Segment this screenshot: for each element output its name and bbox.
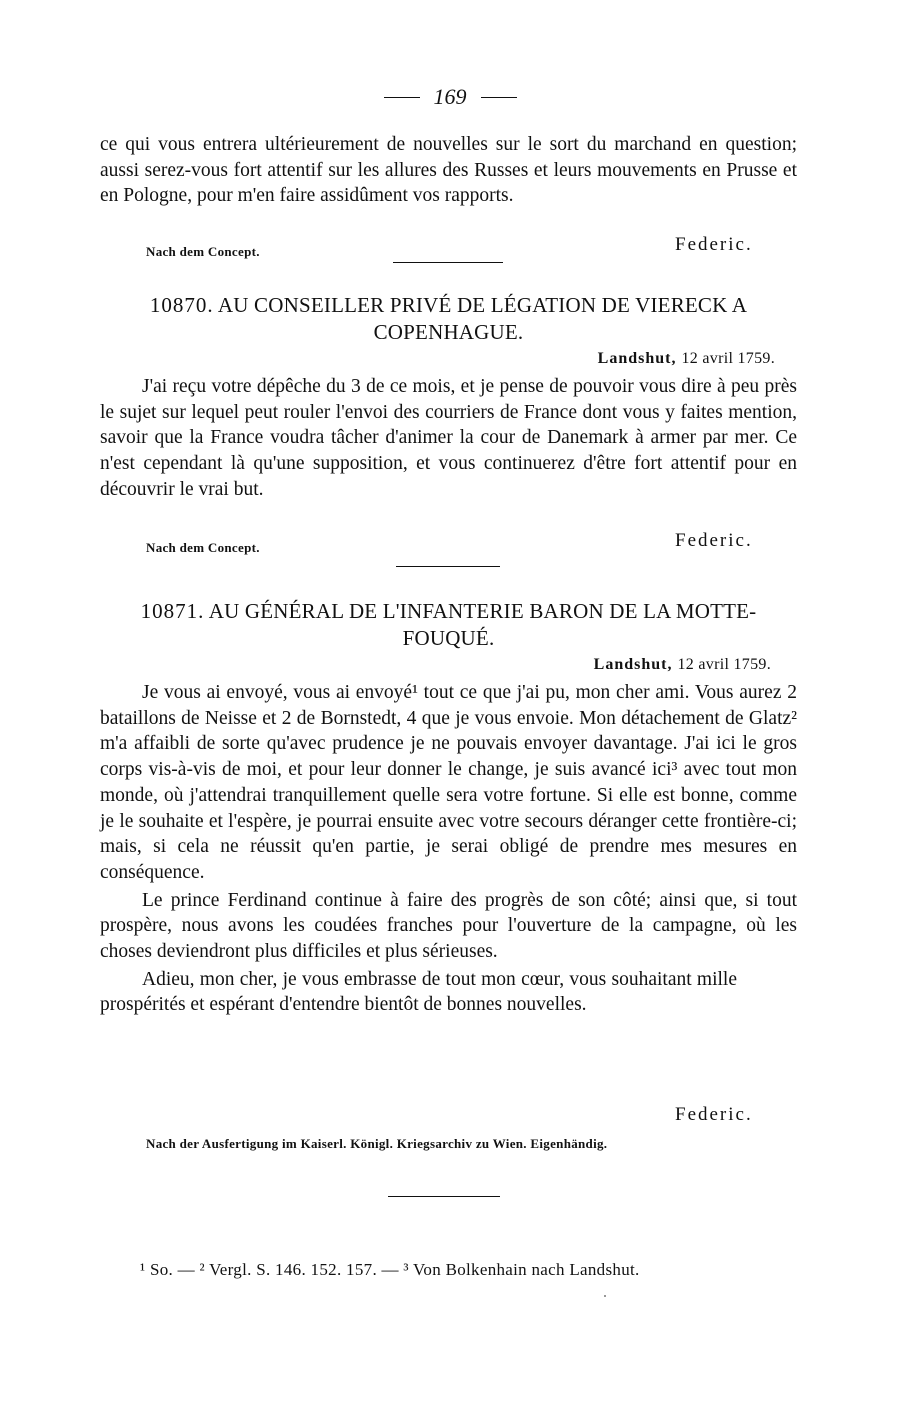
- letter-10870-source: Nach dem Concept.: [146, 540, 260, 555]
- continuation-source: Nach dem Concept.: [146, 244, 260, 259]
- letter-title: AU CONSEILLER PRIVÉ DE LÉGATION DE VIERECK A COPENHAGUE.: [217, 293, 748, 344]
- letter-title: AU GÉNÉRAL DE L'INFANTERIE BARON DE LA MOTTE-FOUQUÉ.: [208, 599, 757, 650]
- letter-date: 12 avril 1759.: [677, 656, 771, 673]
- letter-place: Landshut,: [593, 656, 673, 673]
- separator-rule: [388, 1196, 500, 1197]
- separator-rule: [393, 262, 503, 263]
- letter-number: 10870.: [149, 293, 214, 317]
- letter-place-date: [100, 656, 797, 674]
- letter-10871-signature: Federic.: [675, 1104, 753, 1125]
- page-header: [0, 84, 900, 110]
- continuation-text: ce qui vous entrera ultérieurement de nouvelles sur le sort du marchand en question; aussi serez-vous fort attentif sur les allures des Russes et leurs mouvements en Prusse et en Pologne, pour m'en faire assidûment vos rapports.: [100, 134, 797, 207]
- letter-10870-signature: Federic.: [675, 530, 753, 551]
- letter-10871: [100, 598, 797, 1018]
- letter-place-date: [100, 350, 797, 368]
- continuation-section: [100, 132, 797, 209]
- letter-10870: [100, 292, 797, 503]
- header-dash-left: [384, 97, 420, 98]
- letter-10871-source: Nach der Ausfertigung im Kaiserl. Königl. Kriegsarchiv zu Wien. Eigenhändig.: [146, 1136, 608, 1151]
- letter-body: J'ai reçu votre dépêche du 3 de ce mois, et je pense de pouvoir vous dire à peu près le sujet sur lequel peut rouler l'envoi des courriers de France dont vous y faites mention, savoir que la France voudra tâcher d'animer la cour de Danemark à armer par mer. Ce n'est cependant là qu'une supposition, et vous continuerez d'être fort attentif pour en découvrir le vrai but.: [100, 376, 797, 500]
- letter-number: 10871.: [140, 599, 205, 623]
- header-dash-right: [481, 97, 517, 98]
- separator-rule: [396, 566, 500, 567]
- letter-paragraph: Le prince Ferdinand continue à faire des progrès de son côté; ainsi que, si tout prospère, nous avons les coudées franches pour l'ouverture de la campagne, où les choses deviendront plus difficiles et plus sérieuses.: [100, 889, 797, 963]
- continuation-signature: Federic.: [675, 234, 753, 255]
- letter-paragraph: Adieu, mon cher, je vous embrasse de tout mon cœur, vous souhaitant mille prospérités et espérant d'entendre bientôt de bonnes nouvelles.: [100, 968, 737, 1016]
- page-number: 169: [433, 84, 467, 109]
- letter-paragraph: Je vous ai envoyé, vous ai envoyé¹ tout ce que j'ai pu, mon cher ami. Vous aurez 2 bataillons de Neisse et 2 de Bornstedt, 4 que je vous envoie. Mon détachement de Glatz² m'a affaibli de sorte qu'avec prudence je ne pouvais envoyer davantage. J'ai ici le gros corps vis-à-vis de moi, et pour leur donner le change, je suis avancé ici³ avec tout mon monde, où j'attendrai tranquillement quelle sera votre fortune. Si elle est bonne, comme je le souhaite et l'espère, je pourrai ensuite avec votre secours déranger cette frontière-ci; mais, si cela ne réussit qu'en partie, je serai obligé de prendre mes mesures en conséquence.: [100, 682, 797, 883]
- letter-heading: [100, 292, 797, 346]
- letter-place: Landshut,: [597, 350, 677, 367]
- footnotes: ¹ So. — ² Vergl. S. 146. 152. 157. — ³ Von Bolkenhain nach Landshut.: [140, 1260, 640, 1279]
- letter-date: 12 avril 1759.: [681, 350, 775, 367]
- print-speck: [604, 1295, 606, 1297]
- letter-heading: [100, 598, 797, 652]
